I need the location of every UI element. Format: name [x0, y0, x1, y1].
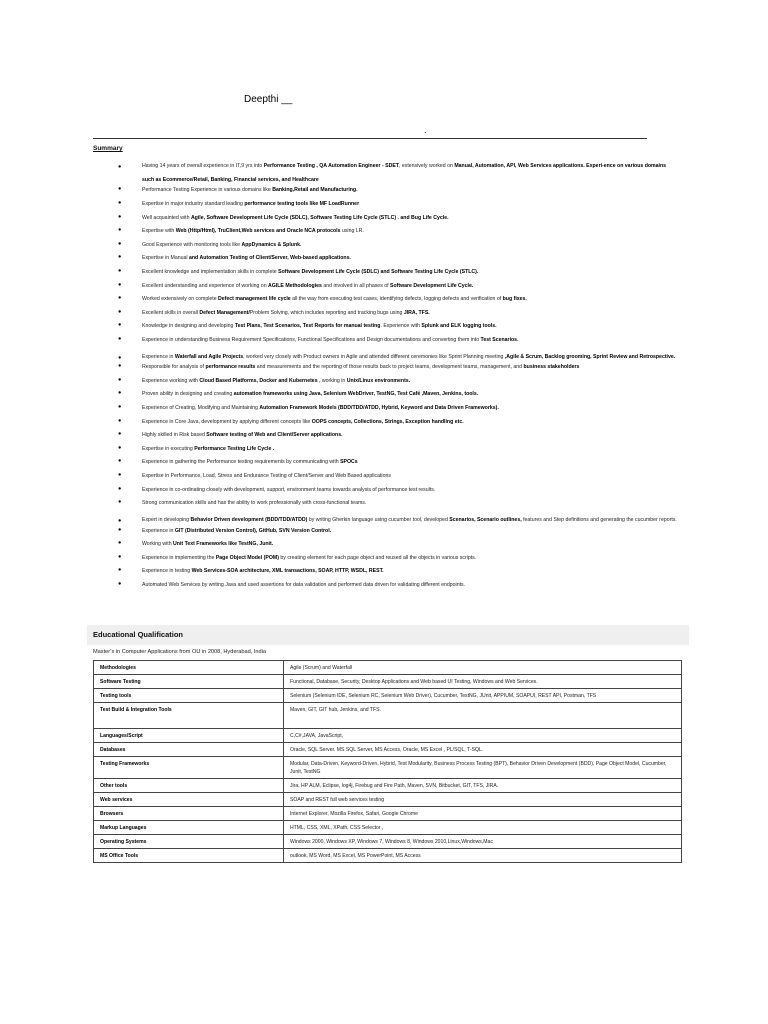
summary-item-text: , worked very closely with Product owners in Agile and attended different ceremonies like Sprint Planning meeting [243, 353, 505, 360]
summary-item [118, 555, 678, 561]
summary-item-text: , working in [317, 377, 347, 384]
skill-details: Functional, Database, Security, Desktop Applications and Web based UI Testing, Windows and Web Services. [284, 675, 682, 689]
summary-item-text: and measurements and the reporting of those results back to project teams, development teams, management, and [255, 364, 524, 371]
summary-item-text: Working with [142, 541, 174, 548]
summary-item [118, 514, 678, 528]
summary-item-emphasis: Banking,Retail and Manufacturing. [272, 187, 358, 194]
summary-item-emphasis: Page Object Model (POM) [215, 554, 279, 561]
skills-row [94, 743, 682, 757]
summary-item-text: Expertise in major industry standard leading [142, 200, 245, 207]
summary-item [118, 582, 678, 588]
summary-item [118, 310, 678, 316]
summary-item-text: Well acquainted with [142, 214, 191, 221]
summary-item-text: using LR. [340, 228, 364, 235]
summary-item-emphasis: business stakeholders [523, 364, 580, 371]
summary-item-text: features and Step definitions and generating the cucumber reports. [521, 516, 677, 523]
summary-item-text: Having 14 years of overall experience in IT,9 yrs into [142, 163, 264, 169]
summary-item-text: Experience in [142, 527, 175, 534]
skill-category: Browsers [94, 807, 284, 821]
summary-item-text: Performance Testing Experience in various domains like [142, 187, 273, 194]
summary-item-emphasis: JIRA, TFS. [403, 309, 430, 316]
summary-item-emphasis: automation frameworks using Java, Selenium WebDriver, TestNG, Test Café ,Maven, Jenkins, tools. [233, 391, 479, 398]
skill-details: SOAP and REST full web services testing [284, 793, 682, 807]
summary-item-emphasis: AppDynamics & Splunk. [241, 241, 302, 248]
skills-row [94, 793, 682, 807]
summary-item-text: Good Experience with monitoring tools like [142, 241, 242, 248]
summary-item-text: Responsible for analysis of [142, 364, 206, 371]
summary-item [118, 351, 678, 365]
summary-item [118, 378, 678, 384]
summary-item-emphasis: Unix/Linux environments. [346, 377, 411, 384]
skill-details: Oracle, SQL Server. MS SQL Server, MS Access, Oracle, MS Excel , PL/SQL, T-SQL. [284, 743, 682, 757]
summary-item-emphasis: Web (Http/Html), TruClient,Web services and Oracle NCA protocols [175, 228, 341, 235]
summary-item-text: Highly skilled in Risk based [142, 432, 207, 439]
summary-item-text: Experience in [142, 353, 175, 360]
summary-item-text: Automated Web Services by writing Java and used assertions for data validation and performed data driven for validating different endpoints. [142, 581, 466, 588]
skill-details: Modular, Data-Driven, Keyword-Driven, Hybrid, Test Modularity, Business Process Testing (BPT), Behavior Driven Development (BDD), Page Object Model, Cucumber, Junit, TestNG [284, 757, 682, 779]
summary-item [118, 528, 678, 534]
summary-item [118, 541, 678, 547]
summary-item-emphasis: Agile, Software Development Life Cycle (SDLC), Software Testing Life Cycle (STLC) . and Bug Life Cycle. [190, 214, 449, 221]
skill-details: Windows 2000, Windows XP, Windows 7, Windows 8, Windows 2010,Linux,Windows,Mac [284, 835, 682, 849]
skills-row [94, 849, 682, 863]
skill-category: MS Office Tools [94, 849, 284, 863]
summary-item-text: Expertise in executing [142, 445, 195, 452]
summary-item [118, 187, 678, 193]
summary-item [118, 446, 678, 452]
skills-row [94, 757, 682, 779]
skill-category: Web services [94, 793, 284, 807]
summary-item-emphasis: bug fixes. [502, 296, 527, 303]
summary-item [118, 500, 678, 506]
summary-item-emphasis: Performance Testing , QA Automation Engineer - SDET [263, 163, 399, 169]
summary-item-emphasis: SPOCs [340, 459, 358, 466]
summary-item-text: and involved in all phases of [321, 282, 390, 289]
summary-item-emphasis: performance testing tools like MF LoadRunner [244, 200, 360, 207]
summary-item-text: Expertise in Performance, Load, Stress and Endurance Testing of Client/Server and Web Based applications [142, 473, 391, 480]
skill-details: outlook, MS Word, MS Excel, MS PowerPoint, MS Access [284, 849, 682, 863]
summary-item [118, 337, 678, 343]
summary-heading: Summary [93, 145, 123, 152]
summary-item-emphasis: Test Plans, Test Scenarios, Test Reports for manual testing [234, 323, 381, 330]
summary-item-emphasis: Web Services-SOA architecture, XML transactions, SOAP, HTTP, WSDL, REST. [191, 568, 384, 575]
summary-item-emphasis: ,Agile & Scrum, Backlog grooming, Sprint Review and Retrospective. [504, 353, 676, 360]
summary-item-emphasis: Defect management life cycle [218, 296, 291, 303]
skill-details: Maven, GIT, GIT hub, Jenkins, and TFS. [284, 703, 682, 729]
summary-item [118, 242, 678, 248]
summary-item-text: Knowledge in designing and developing [142, 323, 235, 330]
summary-item [118, 473, 678, 479]
summary-item-emphasis: AGILE Methodologies [268, 282, 322, 289]
summary-item-text: Experience in gathering the Performance testing requirements by communicating with [142, 459, 341, 466]
summary-item-text: Expertise with [142, 228, 176, 235]
summary-item-emphasis: Performance Testing Life Cycle . [194, 445, 275, 452]
summary-item-text: Excellent understanding and experience of working on [142, 282, 269, 289]
skill-details: Agile (Scrum) and Waterfall [284, 661, 682, 675]
summary-item-emphasis: Scenarios, Scenario outlines, [449, 516, 522, 523]
skills-row [94, 689, 682, 703]
summary-item-emphasis: Splunk and ELK logging tools. [421, 323, 497, 330]
skills-row [94, 821, 682, 835]
skill-category: Test Build & Integration Tools [94, 703, 284, 729]
summary-item-emphasis: Test Scenarios. [480, 336, 519, 343]
summary-item [118, 487, 678, 493]
skill-category: Databases [94, 743, 284, 757]
summary-item-text: all the way from executing test cases, identifying defects, logging defects and verification of [290, 296, 503, 303]
summary-item [118, 432, 678, 438]
summary-item [118, 215, 678, 221]
summary-item-text: by creating element for each page object and reused all the objects in various scripts. [278, 554, 477, 561]
summary-item-emphasis: Defect Management/ [199, 309, 250, 316]
skills-row [94, 779, 682, 793]
skill-details: C,C#,JAVA, JavaScript, [284, 729, 682, 743]
summary-item [118, 323, 678, 329]
header-divider [93, 138, 647, 139]
summary-item [118, 391, 678, 397]
summary-item [118, 405, 678, 411]
summary-item [118, 255, 678, 261]
summary-item-emphasis: Cloud Based Platforms, Docker and Kubernetes [199, 377, 318, 384]
summary-item-text: by writing Gherkin language using cucumber tool, developed [307, 516, 450, 523]
summary-item-text: Experience in implementing the [142, 554, 216, 561]
summary-item-text: . Experience with [380, 323, 422, 330]
skill-details: Internet Explorer, Mozilla Firefox, Safari, Google Chrome [284, 807, 682, 821]
skills-row [94, 807, 682, 821]
summary-item-emphasis: OOPS concepts, Collections, Strings, Exception handling etc. [311, 418, 464, 425]
summary-item [118, 283, 678, 289]
summary-item [118, 568, 678, 574]
summary-item-text: Excellent knowledge and implementation skills in complete [142, 268, 279, 275]
summary-item [118, 459, 678, 465]
summary-item [118, 296, 678, 302]
summary-item-emphasis: and Automation Testing of Client/Server, Web-based applications. [189, 255, 351, 262]
skill-category: Methodologies [94, 661, 284, 675]
summary-item-text: Excellent skills in overall [142, 309, 200, 316]
summary-item-text: Problem Solving, which includes reporting and tracking bugs using [249, 309, 404, 316]
summary-item-text: Experience working with [142, 377, 200, 384]
summary-item-text: Experience in understanding Business Requirement Specifications, Functional Specifications and Design documentations and converting them into [142, 336, 481, 343]
header-dot: . [424, 125, 427, 135]
summary-list [118, 160, 678, 596]
summary-item-emphasis: Software Development Life Cycle. [390, 282, 474, 289]
summary-item [118, 228, 678, 234]
summary-item-text: Experience in co-ordinating closely with development, support, environment teams towards analysis of performance test results. [142, 486, 436, 493]
skills-row [94, 675, 682, 689]
summary-item-text: Experience of Creating, Modifying and Maintaining [142, 405, 260, 412]
summary-item [118, 364, 678, 370]
summary-item-text: Experience in testing [142, 568, 192, 575]
skill-details: Jira, HP ALM, Eclipse, log4j, Firebug and Fire Path, Maven, SVN, Bitbucket, GIT, TFS, JIRA. [284, 779, 682, 793]
candidate-name: Deepthi __ [244, 94, 293, 105]
summary-item-text: , extensively worked on [398, 163, 455, 169]
skill-category: Software Testing [94, 675, 284, 689]
summary-item [118, 201, 678, 207]
summary-item-text: Expertise in Manual [142, 255, 189, 262]
summary-item-emphasis: Automation Framework Models (BDD/TDD/ATDD, Hybrid, Keyword and Data Driven Frameworks). [259, 405, 499, 412]
summary-item-emphasis: Unit Text Frameworks like TestNG, Junit. [173, 541, 274, 548]
skill-details: Selenium (Selenium IDE, Selenium RC, Selenium Web Driver), Cucumber, TestNG, JUnit, APPIUM, SOAPUI, REST API, Postman, TFS [284, 689, 682, 703]
summary-item-emphasis: Waterfall and Agile Projects [174, 353, 244, 360]
skill-category: Testing Frameworks [94, 757, 284, 779]
skill-category: Markup Languages [94, 821, 284, 835]
skill-details: HTML, CSS, XML, XPath, CSS Selector , [284, 821, 682, 835]
skills-table [93, 660, 682, 863]
summary-item-emphasis: Behavior Driven development (BDD/TDD/ATDD) [190, 516, 308, 523]
summary-item [118, 160, 678, 187]
skills-row [94, 835, 682, 849]
skills-row [94, 661, 682, 675]
summary-item-emphasis: performance results [205, 364, 256, 371]
education-heading: Educational Qualification [93, 630, 184, 639]
summary-item-text: Expert in developing [142, 516, 191, 523]
summary-item-text: Strong communication skills and has the ability to work professionally with cross-functional teams. [142, 500, 367, 507]
skill-category: Operating Systems [94, 835, 284, 849]
summary-item-text: Proven ability in designing and creating [142, 391, 234, 398]
summary-item-emphasis: GIT (Distributed Version Control), GitHub, SVN Version Control. [174, 527, 332, 534]
summary-item-emphasis: Software Development Life Cycle (SDLC) and Software Testing Life Cycle (STLC). [278, 268, 479, 275]
skills-row [94, 729, 682, 743]
summary-item-emphasis: Software testing of Web and Client/Server applications. [206, 432, 343, 439]
skill-category: Languages/Script [94, 729, 284, 743]
skills-row [94, 703, 682, 729]
summary-item-text: Worked extensively on complete [142, 296, 219, 303]
education-degree: Master’s in Computer Applications from OU in 2008, Hyderabad, India [93, 649, 266, 655]
summary-item [118, 419, 678, 425]
summary-item [118, 269, 678, 275]
skill-category: Other tools [94, 779, 284, 793]
skill-category: Testing tools [94, 689, 284, 703]
summary-item-emphasis: Manual, Automation, API, Web Services applications. Experi-ence on various domains such as Ecommerce/Retail, Banking, Financial services, and Healthcare [142, 163, 667, 183]
summary-item-text: Experience in Core Java, development by applying different concepts like [142, 418, 312, 425]
